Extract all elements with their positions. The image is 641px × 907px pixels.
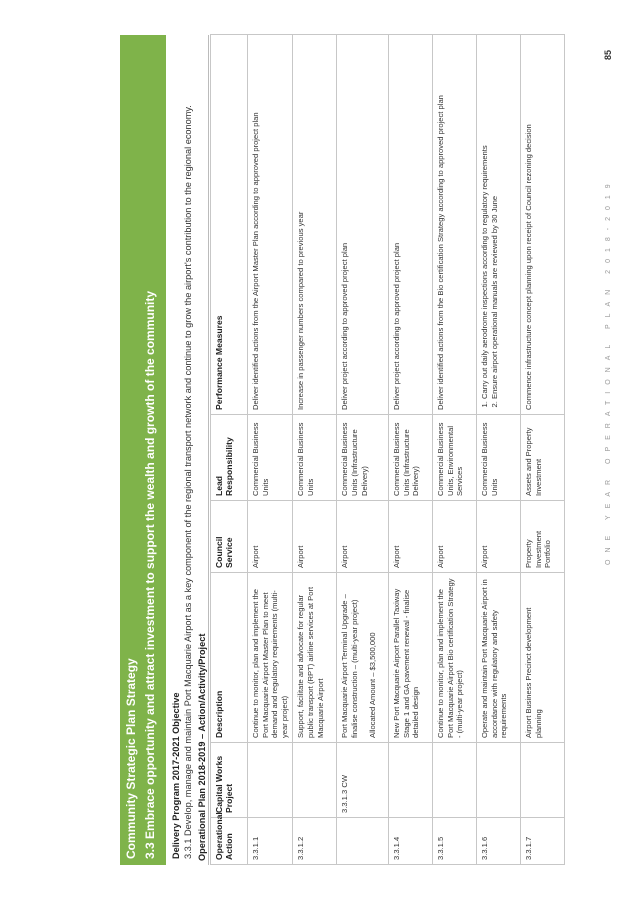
header-operational-action: Operational Action — [211, 818, 248, 865]
cell-lead: Assets and Property Investment — [521, 415, 565, 501]
page-footer: ONE YEAR OPERATIONAL PLAN 2018-2019 — [605, 177, 612, 565]
cell-measure: Deliver project according to approved project plan — [337, 35, 389, 415]
description-text: Port Macquarie Airport Terminal Upgrade – finalise construction – (multi-year project) — [340, 594, 359, 738]
table-row — [389, 35, 433, 865]
header-performance-measures: Performance Measures — [211, 35, 248, 415]
cell-capital: 3.3.1.3 CW — [337, 743, 389, 818]
cell-capital — [521, 743, 565, 818]
cell-action: 3.3.1.5 — [433, 818, 477, 865]
allocated-amount: Allocated Amount – $3,500,000 — [367, 632, 377, 738]
operational-plan-title: Operational Plan 2018-2019 – Action/Activity/Project — [195, 35, 209, 865]
cell-capital — [293, 743, 337, 818]
cell-measure: Commence infrastructure concept planning upon receipt of Council rezoning decision — [521, 35, 565, 415]
cell-capital — [433, 743, 477, 818]
table-row — [477, 35, 521, 865]
cell-lead: Commercial Business Units — [477, 415, 521, 501]
cell-capital — [477, 743, 521, 818]
cell-service: Property Investment Portfolio — [521, 501, 565, 573]
cell-description — [337, 573, 389, 743]
table-row — [293, 35, 337, 865]
cell-action: 3.3.1.1 — [248, 818, 293, 865]
cell-capital — [389, 743, 433, 818]
cell-measure — [477, 35, 521, 415]
objective-text: 3.3.1 Develop, manage and maintain Port Macquarie Airport as a key component of the regional transport network and continue to grow the airport's contribution to the regional economy. — [183, 105, 193, 859]
strategy-header-band — [120, 35, 166, 865]
cell-action — [337, 818, 389, 865]
cell-measure: Deliver identified actions from the Airport Master Plan according to approved project plan — [248, 35, 293, 415]
cell-service: Airport — [477, 501, 521, 573]
measure-list-item: 2. Ensure airport operational manuals are reviewed by 30 June — [490, 39, 500, 399]
objective-heading: Delivery Program 2017-2021 Objective — [171, 692, 181, 859]
cell-action: 3.3.1.6 — [477, 818, 521, 865]
page-number: 85 — [603, 49, 613, 60]
header-lead-responsibility: Lead Responsibility — [211, 415, 248, 501]
cell-lead: Commercial Business Units (Infrastructure Delivery) — [337, 415, 389, 501]
cell-measure: Deliver project according to approved project plan — [389, 35, 433, 415]
cell-service: Airport — [433, 501, 477, 573]
cell-measure: Increase in passenger numbers compared to previous year — [293, 35, 337, 415]
table-header-row — [211, 35, 248, 865]
cell-description: Operate and maintain Port Macquarie Airport in accordance with regulatory and safety requirements — [477, 573, 521, 743]
cell-action: 3.3.1.2 — [293, 818, 337, 865]
cell-lead: Commercial Business Units — [248, 415, 293, 501]
header-description: Description — [211, 573, 248, 743]
rotated-page — [120, 35, 620, 865]
cell-capital — [248, 743, 293, 818]
cell-lead: Commercial Business Units — [293, 415, 337, 501]
table-row — [248, 35, 293, 865]
cell-measure: Deliver identified actions from the Bio certification Strategy according to approved project plan — [433, 35, 477, 415]
cell-service: Airport — [293, 501, 337, 573]
cell-lead: Commercial Business Units, Environmental Services — [433, 415, 477, 501]
table-row — [433, 35, 477, 865]
strategy-header-line2: 3.3 Embrace opportunity and attract investment to support the wealth and growth of the community — [143, 290, 157, 859]
cell-description: New Port Macquarie Airport Parallel Taxiway Stage 1 and GA pavement renewal - finalise detailed design — [389, 573, 433, 743]
measure-list-item: 1. Carry out daily aerodrome inspections according to regulatory requirements — [480, 39, 490, 399]
delivery-objective — [170, 39, 194, 859]
cell-service: Airport — [337, 501, 389, 573]
header-council-service: Council Service — [211, 501, 248, 573]
cell-action: 3.3.1.7 — [521, 818, 565, 865]
cell-description: Continue to monitor, plan and implement the Port Macquarie Airport Bio certification Strategy - (multi-year project) — [433, 573, 477, 743]
cell-description: Support, facilitate and advocate for regular public transport (RPT) airline services at Port Macquarie Airport — [293, 573, 337, 743]
table-row — [521, 35, 565, 865]
cell-description: Continue to monitor, plan and implement the Port Macquarie Airport Master Plan to meet demand and regulatory requirements (multi-year project) — [248, 573, 293, 743]
cell-service: Airport — [248, 501, 293, 573]
measure-list — [480, 39, 499, 410]
cell-description: Airport Business Precinct development planning — [521, 573, 565, 743]
header-capital-works: Capital Works Project — [211, 743, 248, 818]
table-row — [337, 35, 389, 865]
cell-action: 3.3.1.4 — [389, 818, 433, 865]
operational-plan-table — [210, 34, 565, 865]
cell-service: Airport — [389, 501, 433, 573]
cell-lead: Commercial Business Units (Infrastructure Delivery) — [389, 415, 433, 501]
strategy-header-line1: Community Strategic Plan Strategy — [124, 658, 138, 859]
